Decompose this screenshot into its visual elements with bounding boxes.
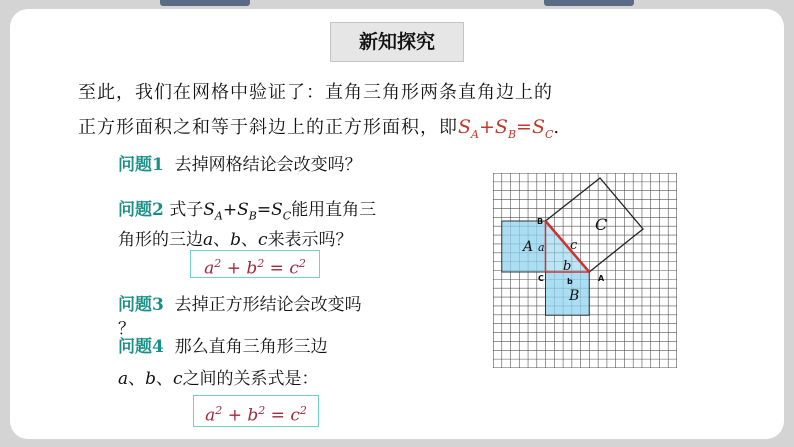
sa-sub: A <box>471 127 479 141</box>
question-3-text: 去掉正方形结论会改变吗 <box>174 295 362 315</box>
question-4-line-2 <box>118 364 319 389</box>
q2-sep-2: 、 <box>241 230 259 250</box>
q2-plus: + <box>222 200 238 220</box>
intro-line-2 <box>78 113 560 141</box>
sb-symbol: S <box>494 116 508 138</box>
f2-plus: + <box>227 405 242 426</box>
intro-formula <box>458 116 554 141</box>
q2-line2-post: 来表示吗？ <box>267 230 353 250</box>
intro-line-2-text: 正方形面积之和等于斜边上的正方形面积，即 <box>78 117 458 138</box>
f1-eq: = <box>269 258 284 279</box>
f1-c: c <box>289 258 299 279</box>
question-4-text: 那么直角三角形三边 <box>174 337 328 357</box>
f2-c: c <box>290 405 300 426</box>
f2-b: b <box>247 405 259 426</box>
grid-svg <box>493 173 677 368</box>
q2-sub-a: A <box>214 209 223 223</box>
intro-line-1: 至此，我们在网格中验证了：直角三角形两条直角边上的 <box>78 82 553 103</box>
question-1 <box>118 150 362 175</box>
sc-sub: C <box>544 127 554 141</box>
vertex-A-label: A <box>598 274 605 283</box>
sc-symbol: S <box>531 116 545 138</box>
question-2-line-2 <box>118 225 353 250</box>
vertex-B-label: B <box>537 217 544 226</box>
q2-sep-1: 、 <box>213 230 231 250</box>
q2-line2-pre: 角形的三边 <box>118 230 203 250</box>
question-4-line-1 <box>118 332 328 357</box>
label-c-square: C <box>595 215 608 234</box>
f1-b-exp: 2 <box>257 257 265 270</box>
side-b-label: b <box>563 259 572 274</box>
q2-var-c: c <box>258 230 268 250</box>
q2-sub-c: C <box>282 209 292 223</box>
section-title: 新知探究 <box>330 22 464 62</box>
question-4-label: 问题4 <box>118 337 164 357</box>
equals-sign: = <box>516 116 532 138</box>
f2-a-exp: 2 <box>215 404 223 417</box>
q2-sub-b: B <box>248 209 257 223</box>
f2-a: a <box>205 405 216 426</box>
q2-text-1: 式子 <box>169 200 204 220</box>
side-c-label: c <box>570 238 578 253</box>
q2-eq: = <box>256 200 272 220</box>
side-a-label: a <box>538 241 545 254</box>
q4-var-a: a <box>118 369 129 389</box>
q2-var-b: b <box>230 230 242 250</box>
question-1-label: 问题1 <box>118 155 164 175</box>
q4-sep-2: 、 <box>156 369 174 389</box>
q2-sa: S <box>203 200 215 220</box>
q4-var-c: c <box>173 369 183 389</box>
sb-sub: B <box>507 127 517 141</box>
period: . <box>553 117 561 138</box>
q2-var-a: a <box>203 230 214 250</box>
question-3-wrap: ？ <box>118 319 135 339</box>
q2-text-2: 能用直角三 <box>291 200 377 220</box>
q2-sb: S <box>237 200 249 220</box>
vertex-C-label: C <box>538 274 544 283</box>
answer-formula-1 <box>190 250 320 278</box>
f1-a: a <box>204 258 215 279</box>
question-3 <box>118 290 362 315</box>
f1-plus: + <box>226 258 241 279</box>
pythagoras-grid-figure <box>493 173 677 368</box>
label-b-square: B <box>569 288 580 304</box>
plus-sign: + <box>478 116 495 138</box>
label-a-square: A <box>523 239 534 255</box>
question-2-label: 问题2 <box>118 200 164 220</box>
q4-sep-1: 、 <box>128 369 146 389</box>
vertex-b-label: b <box>567 277 573 286</box>
sa-symbol: S <box>458 116 472 138</box>
question-2-line-1 <box>118 195 376 222</box>
f1-b: b <box>246 258 258 279</box>
f2-eq: = <box>270 405 285 426</box>
top-ribbon-left <box>160 0 250 6</box>
question-3-label: 问题3 <box>118 295 164 315</box>
f1-a-exp: 2 <box>214 257 222 270</box>
f2-c-exp: 2 <box>299 404 307 417</box>
f2-b-exp: 2 <box>258 404 266 417</box>
answer-formula-2 <box>193 395 319 427</box>
q4-var-b: b <box>145 369 157 389</box>
top-ribbon-right <box>544 0 634 6</box>
question-1-text: 去掉网格结论会改变吗？ <box>174 155 362 175</box>
q2-sc: S <box>271 200 283 220</box>
f1-c-exp: 2 <box>298 257 306 270</box>
q4-line2-post: 之间的关系式是： <box>182 369 319 389</box>
